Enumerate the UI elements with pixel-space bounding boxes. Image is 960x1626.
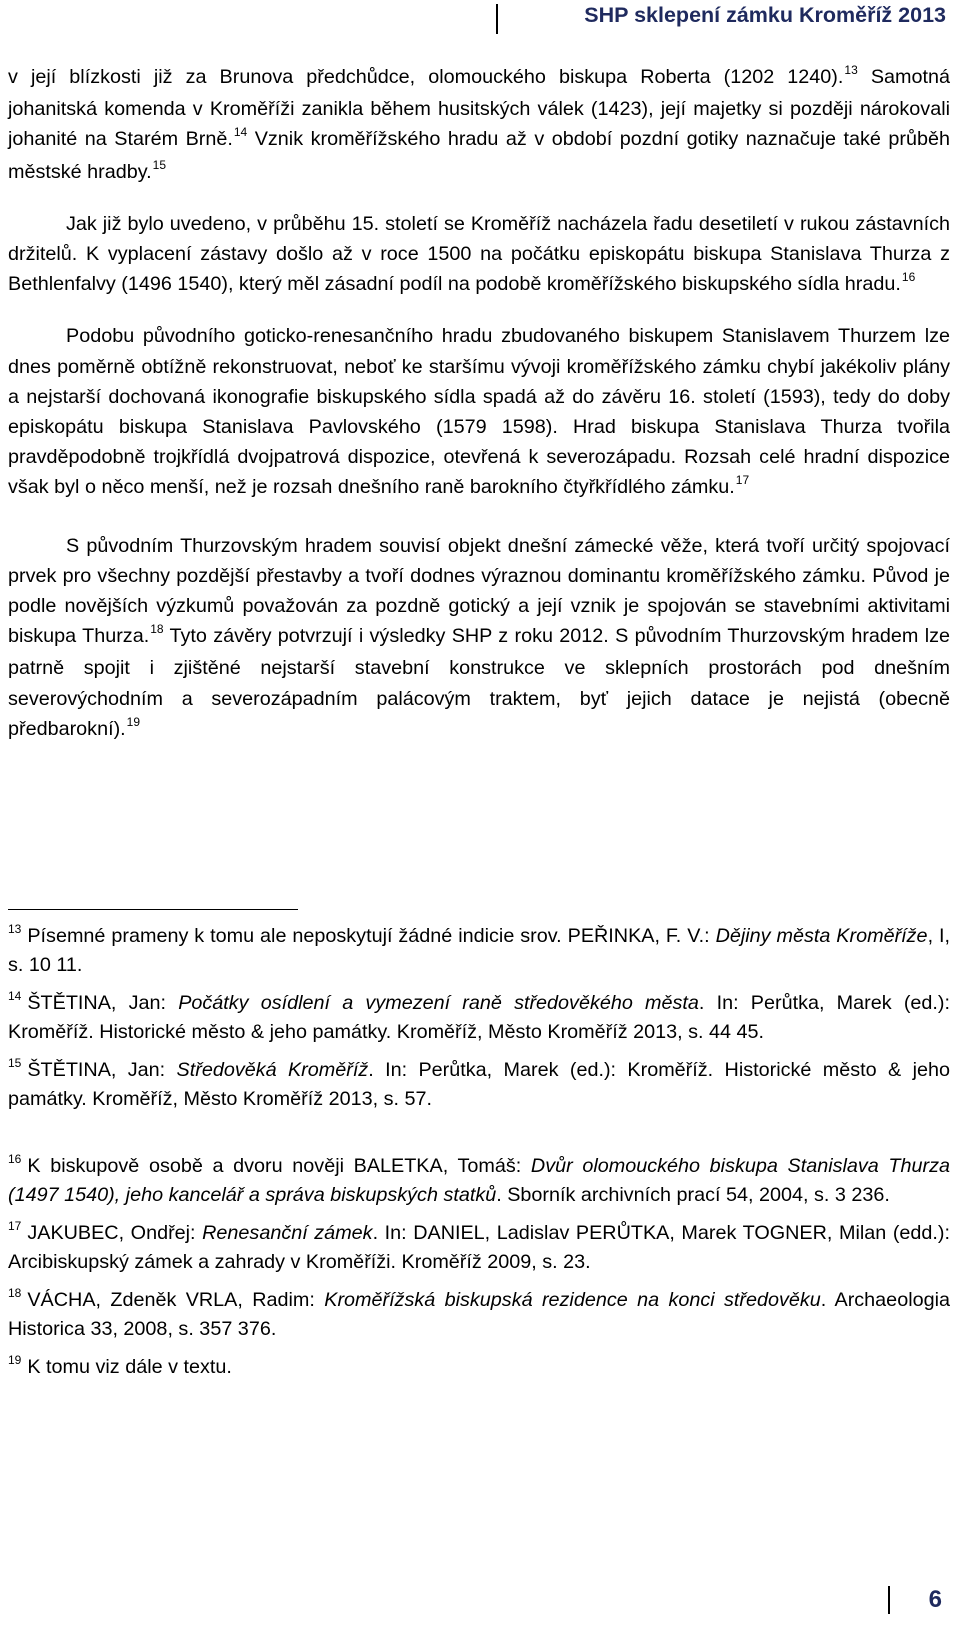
footnote-number: 15 bbox=[8, 1056, 22, 1070]
paragraph-1-text-c: Vznik kroměřížského hradu až v období pozdní gotiky naznačuje také průběh městské hradby. bbox=[8, 128, 950, 183]
footnote-text: Písemné prameny k tomu ale neposkytují žádné indicie srov. PEŘINKA, F. V.: bbox=[27, 925, 716, 947]
paragraph-2 bbox=[8, 209, 950, 302]
paragraph-1 bbox=[8, 62, 950, 189]
footnote-14 bbox=[8, 990, 950, 1046]
footnote-text: , I, s. 10 11. bbox=[8, 925, 950, 976]
footnote-text: K biskupově osobě a dvoru nověji BALETKA, Tomáš: bbox=[27, 1155, 531, 1177]
footnote-ref-19[interactable]: 19 bbox=[126, 714, 141, 729]
footnote-text: ŠTĚTINA, Jan: bbox=[27, 1059, 177, 1081]
footnotes bbox=[8, 923, 950, 1383]
footnote-number: 17 bbox=[8, 1219, 22, 1233]
page-header bbox=[496, 0, 960, 42]
footnote-title: Renesanční zámek bbox=[202, 1222, 373, 1244]
footnote-text: . Archaeologia Historica 33, 2008, s. 357 376. bbox=[8, 1289, 950, 1340]
footnote-18 bbox=[8, 1287, 950, 1343]
footnote-text: . Sborník archivních prací 54, 2004, s. 3 236. bbox=[496, 1184, 890, 1206]
footnote-text: . In: DANIEL, Ladislav PERŮTKA, Marek TOGNER, Milan (edd.): Arcibiskupský zámek a zahrady v Kroměříži. Kroměříž 2009, s. 23. bbox=[8, 1222, 950, 1273]
paragraph-3-text: Podobu původního goticko-renesančního hradu zbudovaného biskupem Stanislavem Thurzem lze dnes poměrně obtížně rekonstruovat, neboť ke staršímu vývoji kroměřížského zámku chybí jakékoliv plány a nejstarší dochovaná ikonografie biskupského sídla spadá až do závěru 16. století (1593), tedy do doby episkopátu biskupa Stanislava Pavlovského (1579 1598). Hrad biskupa Stanislava Thurza tvořila pravděpodobně trojkřídlá dvojpatrová dispozice, otevřená k severozápadu. Rozsah celé hradní dispozice však byl o něco menší, než je rozsah dnešního raně barokního čtyřkřídlého zámku. bbox=[8, 325, 950, 499]
footnote-title: Kroměřížská biskupská rezidence na konci středověku bbox=[324, 1289, 821, 1311]
footnote-text: VÁCHA, Zdeněk VRLA, Radim: bbox=[27, 1289, 325, 1311]
footnote-16 bbox=[8, 1153, 950, 1209]
footnote-ref-16[interactable]: 16 bbox=[901, 270, 916, 285]
footnote-text: ŠTĚTINA, Jan: bbox=[27, 992, 179, 1014]
paragraph-1-text-a: v její blízkosti již za Brunova předchůdce, olomouckého biskupa Roberta (1202 1240). bbox=[8, 66, 844, 88]
footnote-13 bbox=[8, 923, 950, 979]
footnote-separator bbox=[8, 909, 298, 910]
footnote-ref-15[interactable]: 15 bbox=[152, 157, 167, 172]
paragraph-4-text-a: S původním Thurzovským hradem souvisí objekt dnešní zámecké věže, která tvoří určitý spojovací prvek pro všechny pozdější přestavby a tvoří dodnes výraznou dominantu kroměřížského zámku. Původ je podle novějších výzkumů považován za pozdně gotický a její vznik je spojován se stavebními aktivitami biskupa Thurza. bbox=[8, 534, 950, 648]
page-footer bbox=[860, 1580, 950, 1620]
main-text bbox=[8, 62, 950, 746]
footnote-number: 13 bbox=[8, 922, 22, 936]
footnote-ref-14[interactable]: 14 bbox=[233, 125, 248, 140]
header-title: SHP sklepení zámku Kroměříž 2013 bbox=[584, 3, 946, 27]
footnote-title: Dějiny města Kroměříže bbox=[715, 925, 928, 947]
paragraph-3 bbox=[8, 321, 950, 504]
footnote-text: . In: Perůtka, Marek (ed.): Kroměříž. Historické město & jeho památky. Kroměříž, Město Kroměříž 2013, s. 44 45. bbox=[8, 992, 950, 1043]
footer-divider bbox=[888, 1586, 890, 1614]
footnote-19 bbox=[8, 1354, 950, 1383]
paragraph-4-text-b: Tyto závěry potvrzují i výsledky SHP z roku 2012. S původním Thurzovským hradem lze patrně spojit i zjištěné nejstarší stavební konstrukce ve sklepních prostorách pod dnešním severovýchodním a severozápadním palácovým traktem, byť jejich datace je nejistá (obecně předbarokní). bbox=[8, 625, 950, 740]
paragraph-4 bbox=[8, 531, 950, 746]
header-divider bbox=[496, 4, 498, 34]
footnote-number: 19 bbox=[8, 1353, 22, 1367]
footnote-text: JAKUBEC, Ondřej: bbox=[27, 1222, 203, 1244]
footnote-title: Dvůr olomouckého biskupa Stanislava Thurza (1497 1540), jeho kancelář a správa biskupských statků bbox=[8, 1155, 950, 1206]
paragraph-2-text: Jak již bylo uvedeno, v průběhu 15. století se Kroměříž nacházela řadu desetiletí v rukou zástavních držitelů. K vyplacení zástavy došlo až v roce 1500 na počátku episkopátu biskupa Stanislava Thurza z Bethlenfalvy (1496 1540), který měl zásadní podíl na podobě kroměřížského biskupského sídla hradu. bbox=[8, 212, 950, 296]
footnote-17 bbox=[8, 1220, 950, 1276]
footnote-number: 14 bbox=[8, 989, 22, 1003]
footnote-ref-18[interactable]: 18 bbox=[150, 622, 164, 637]
footnote-ref-13[interactable]: 13 bbox=[844, 63, 858, 77]
footnote-ref-17[interactable]: 17 bbox=[735, 473, 750, 488]
paragraph-1-text-b: Samotná johanitská komenda v Kroměříži zanikla během husitských válek (1423), její majetky si později nárokovali johanité na Starém Brně. bbox=[8, 66, 950, 151]
footnote-text: . In: Perůtka, Marek (ed.): Kroměříž. Historické město & jeho památky. Kroměříž, Město Kroměříž 2013, s. 57. bbox=[8, 1059, 950, 1110]
footnote-15 bbox=[8, 1057, 950, 1113]
footnote-title: Středověká Kroměříž bbox=[176, 1059, 369, 1081]
footnote-number: 18 bbox=[8, 1286, 22, 1300]
footnote-text: K tomu viz dále v textu. bbox=[27, 1356, 232, 1378]
footnote-title: Počátky osídlení a vymezení raně středověkého města bbox=[178, 992, 699, 1014]
footnote-number: 16 bbox=[8, 1152, 22, 1166]
page-number: 6 bbox=[928, 1586, 942, 1613]
